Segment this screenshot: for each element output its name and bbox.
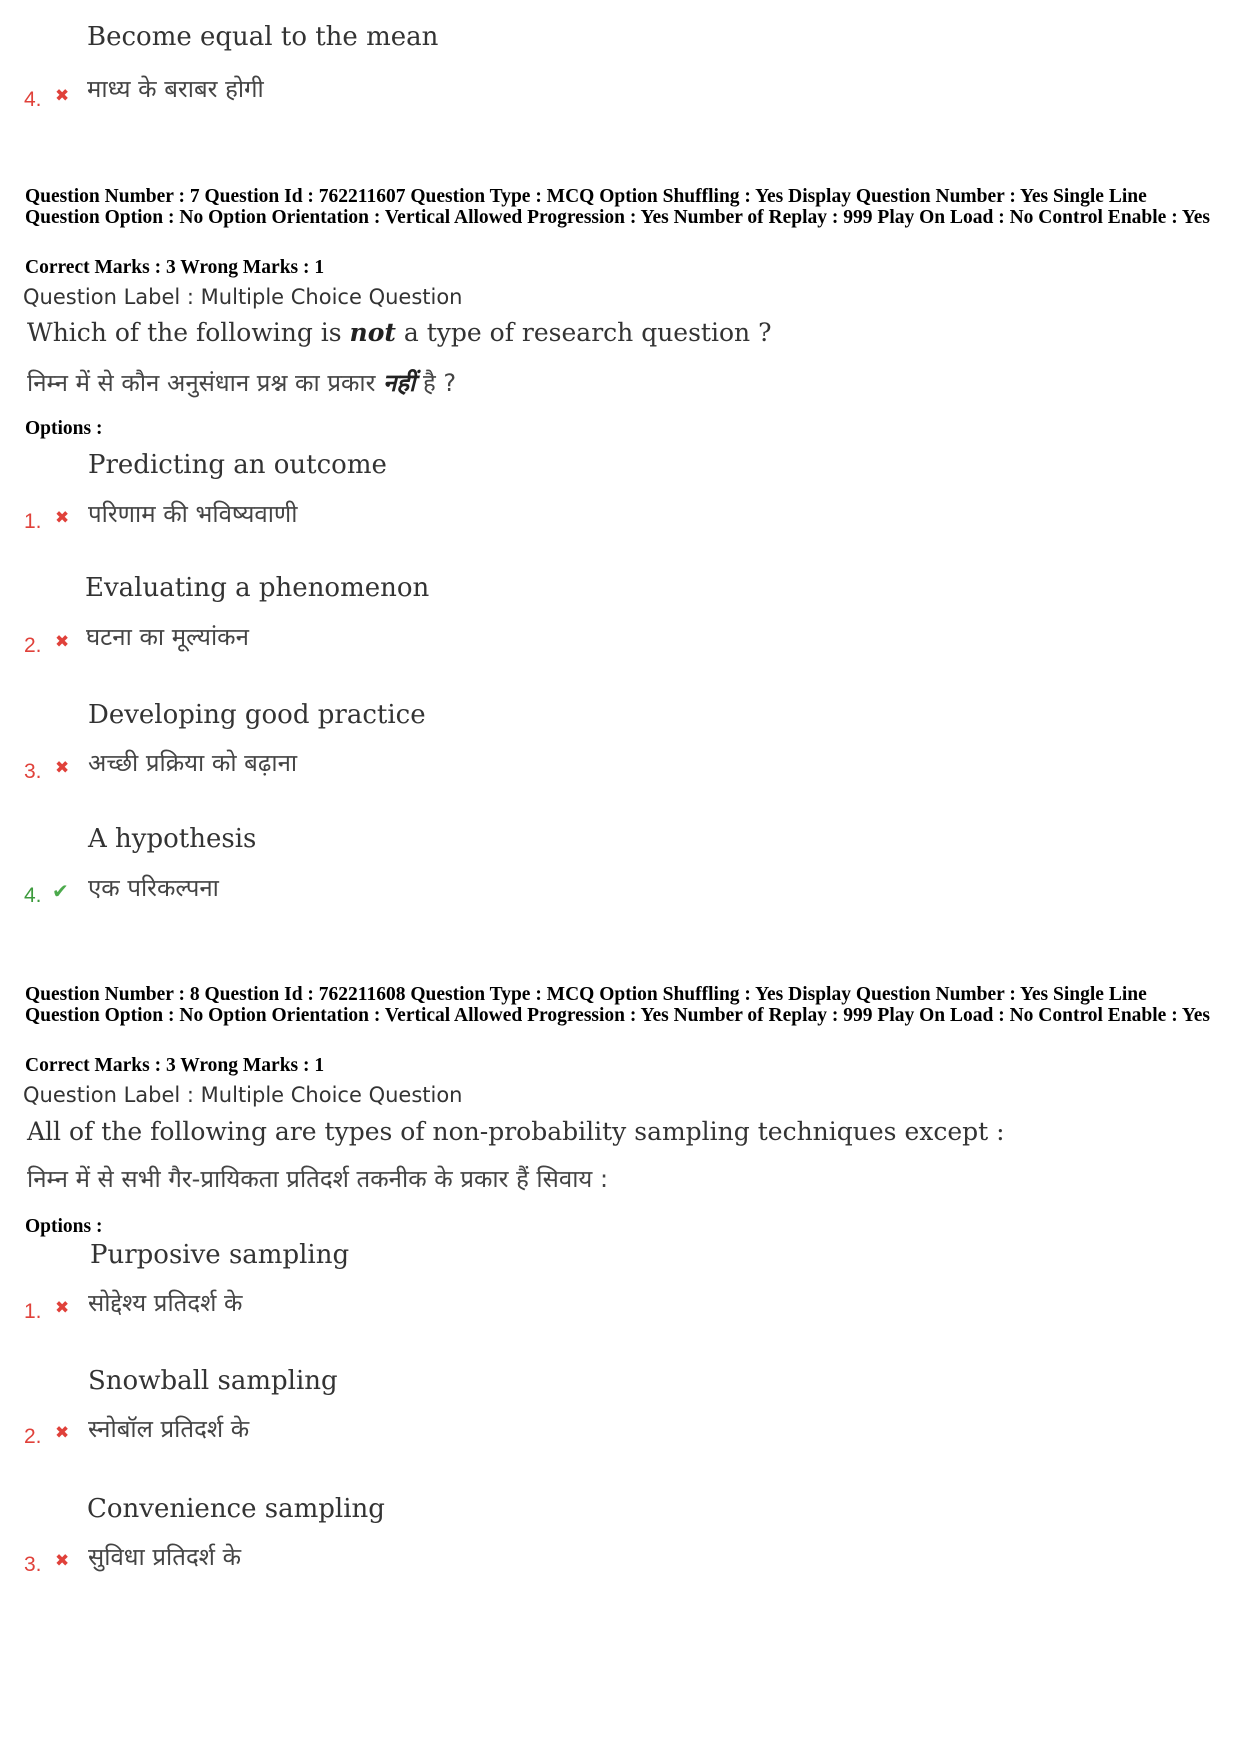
option-text-en: Become equal to the mean: [87, 22, 439, 52]
cross-icon: ✖: [55, 86, 70, 106]
options-heading: Options :: [25, 418, 103, 439]
question-label: Question Label : Multiple Choice Question: [23, 285, 463, 309]
option-number: 3.: [24, 760, 42, 783]
option-text-hi: सोद्देश्य प्रतिदर्श के: [88, 1289, 243, 1317]
option-text-hi: अच्छी प्रक्रिया को बढ़ाना: [88, 749, 298, 777]
marks-line: Correct Marks : 3 Wrong Marks : 1: [25, 1055, 325, 1076]
option-text-en: Evaluating a phenomenon: [85, 573, 430, 603]
check-icon: ✔: [52, 879, 69, 903]
option-text-hi: परिणाम की भविष्यवाणी: [88, 500, 298, 528]
cross-icon: ✖: [55, 632, 70, 652]
question-text-hi-part: निम्न में से कौन अनुसंधान प्रश्न का प्रकार: [27, 369, 384, 397]
option-number: 3.: [24, 1553, 42, 1576]
question-text-en-part: Which of the following is: [27, 318, 350, 347]
option-text-hi: घटना का मूल्यांकन: [86, 623, 249, 651]
option-number: 2.: [24, 1425, 42, 1448]
question-text-hi: [27, 366, 456, 399]
option-text-en: Convenience sampling: [87, 1494, 385, 1524]
option-text-hi: माध्य के बराबर होगी: [87, 75, 264, 103]
option-number: 2.: [24, 634, 42, 657]
cross-icon: ✖: [55, 1298, 70, 1318]
marks-line: Correct Marks : 3 Wrong Marks : 1: [25, 257, 325, 278]
option-number: 1.: [24, 510, 42, 533]
question-meta: Question Number : 7 Question Id : 762211607 Question Type : MCQ Option Shuffling : Yes Display Question Number : Yes Single Line Question Option : No Option Orientation : Vertical Allowed Progression : Yes Number of Replay : 999 Play On Load : No Control Enable : Yes: [25, 186, 1211, 228]
option-text-hi: सुविधा प्रतिदर्श के: [88, 1543, 242, 1571]
question-text-en: [27, 318, 771, 347]
question-text-hi: निम्न में से सभी गैर-प्रायिकता प्रतिदर्श तकनीक के प्रकार हैं सिवाय :: [27, 1165, 609, 1193]
cross-icon: ✖: [55, 1551, 70, 1571]
cross-icon: ✖: [55, 508, 70, 528]
option-number: 1.: [24, 1300, 42, 1323]
cross-icon: ✖: [55, 758, 70, 778]
option-text-hi: स्नोबॉल प्रतिदर्श के: [88, 1415, 250, 1443]
option-text-en: A hypothesis: [88, 824, 257, 854]
question-meta: Question Number : 8 Question Id : 762211608 Question Type : MCQ Option Shuffling : Yes Display Question Number : Yes Single Line Question Option : No Option Orientation : Vertical Allowed Progression : Yes Number of Replay : 999 Play On Load : No Control Enable : Yes: [25, 984, 1211, 1026]
option-number: 4.: [24, 88, 42, 111]
option-text-en: Purposive sampling: [90, 1240, 350, 1270]
option-text-en: Snowball sampling: [88, 1366, 338, 1396]
option-text-en: Developing good practice: [88, 700, 426, 730]
option-number: 4.: [24, 884, 42, 907]
question-text-en-part: a type of research question ?: [395, 318, 772, 347]
question-text-hi-part: है ?: [415, 369, 457, 397]
question-emphasis: not: [349, 318, 396, 347]
question-text-en: All of the following are types of non-probability sampling techniques except :: [27, 1117, 1005, 1146]
option-text-en: Predicting an outcome: [88, 450, 387, 480]
options-heading: Options :: [25, 1216, 103, 1237]
question-emphasis: नहीं: [383, 369, 416, 397]
cross-icon: ✖: [55, 1423, 70, 1443]
option-text-hi: एक परिकल्पना: [88, 874, 219, 902]
question-label: Question Label : Multiple Choice Question: [23, 1083, 463, 1107]
